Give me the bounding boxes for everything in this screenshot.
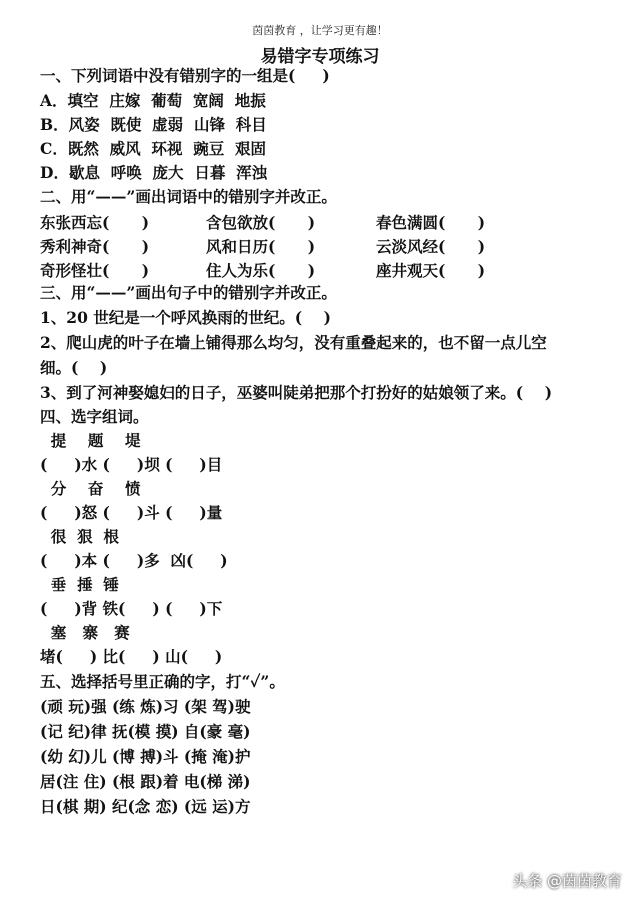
section-5-heading: 五、选择括号里正确的字，打“✓”。 (40, 672, 285, 691)
section-3-heading: 三、用“——”画出句子中的错别字并改正。 (40, 283, 337, 302)
choice-row: 日(棋 期) 纪(念 恋) (远 运)方 (40, 797, 251, 816)
section-2-heading: 二、用“——”画出词语中的错别字并改正。 (40, 187, 337, 206)
option-d: D．歇息 呼唤 庞大 日暮 浑浊 (40, 163, 268, 182)
option-b: B．风姿 既使 虚弱 山锋 科目 (40, 115, 267, 134)
word-item: 住人为乐( ) (206, 261, 316, 280)
choice-row: (顽 玩)强 (练 炼)习 (架 驾)驶 (40, 697, 251, 716)
sentence-2: 2、爬山虎的叶子在墙上铺得那么均匀，没有重叠起来的，也不留一点儿空 (40, 333, 547, 352)
choice-row: (幼 幻)儿 (博 搏)斗 (掩 淹)护 (40, 747, 251, 766)
char-options: 垂 捶 锤 (40, 575, 119, 594)
sentence-3: 3、到了河神娶媳妇的日子，巫婆叫陡弟把那个打扮好的姑娘领了来。( ) (40, 383, 553, 402)
blank-row: 堵( ) 比( ) 山( ) (40, 647, 223, 666)
section-2-row (40, 259, 600, 281)
option-c: C．既然 威风 环视 豌豆 艰固 (40, 139, 267, 158)
option-a: A．填空 庄嫁 葡萄 宽阔 地振 (40, 91, 266, 110)
word-item: 奇形怪壮( ) (40, 261, 150, 280)
word-item: 风和日历( ) (206, 237, 316, 256)
section-1-heading: 一、下列词语中没有错别字的一组是( ) (40, 66, 330, 85)
section-2-row (40, 211, 600, 233)
char-options: 提 题 堤 (40, 431, 141, 450)
word-item: 含包欲放( ) (206, 213, 316, 232)
char-options: 塞 寨 赛 (40, 623, 130, 642)
section-2-row (40, 235, 600, 257)
word-item: 秀利神奇( ) (40, 237, 150, 256)
char-options: 分 奋 愤 (40, 479, 141, 498)
page-title: 易错字专项练习 (260, 47, 380, 67)
sentence-2-continued: 细。( ) (40, 358, 108, 377)
word-item: 东张西忘( ) (40, 213, 150, 232)
choice-row: 居(注 住) (根 跟)着 电(梯 涕) (40, 772, 251, 791)
section-4-heading: 四、选字组词。 (40, 407, 149, 426)
blank-row: ( )水 ( )坝 ( )目 (40, 455, 223, 474)
word-item: 春色满圆( ) (376, 213, 486, 232)
word-item: 云淡风经( ) (376, 237, 486, 256)
char-options: 很 狠 根 (40, 527, 119, 546)
page-header: 茵茵教育 ，让学习更有趣！ (252, 24, 388, 37)
sentence-1: 1、20 世纪是一个呼风换雨的世纪。( ) (40, 308, 332, 327)
watermark: 头条 @茵茵教育 (512, 872, 622, 890)
choice-row: (记 纪)律 抚(模 摸) 自(豪 毫) (40, 722, 251, 741)
blank-row: ( )本 ( )多 凶( ) (40, 551, 228, 570)
blank-row: ( )背 铁( ) ( )下 (40, 599, 223, 618)
word-item: 座井观天( ) (376, 261, 486, 280)
blank-row: ( )怒 ( )斗 ( )量 (40, 503, 223, 522)
